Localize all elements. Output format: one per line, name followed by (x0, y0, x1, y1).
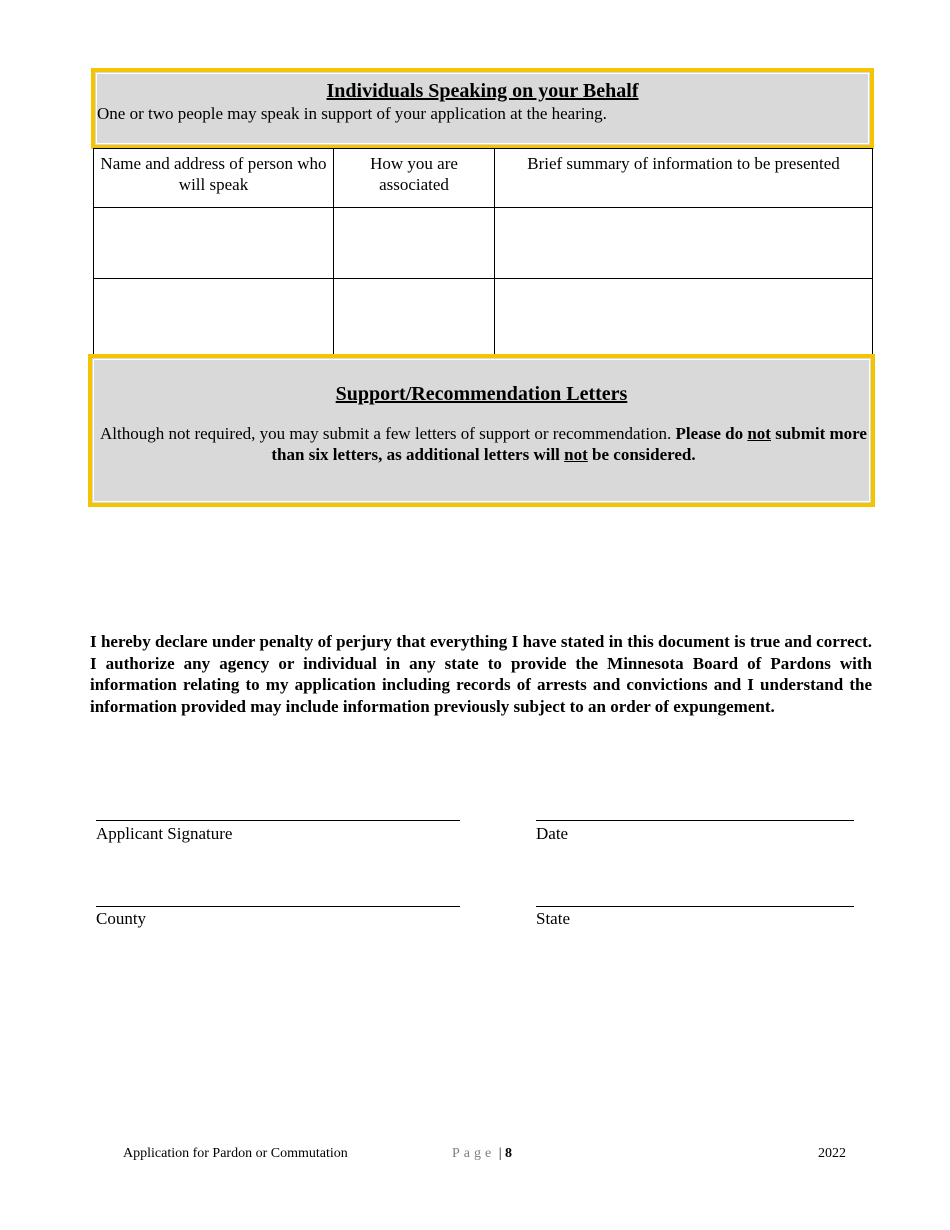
applicant-signature-line[interactable] (96, 820, 460, 821)
footer-page-separator: | (495, 1146, 506, 1161)
letters-bold-3: be considered. (587, 445, 696, 464)
column-header-summary: Brief summary of information to be presented (495, 149, 873, 208)
table-row (94, 279, 873, 358)
speakers-title: Individuals Speaking on your Behalf (326, 80, 639, 102)
speaker-2-summary-cell[interactable] (495, 279, 873, 358)
speakers-header-box (91, 68, 874, 149)
letters-bold-1: Please do (675, 424, 748, 443)
speaker-1-name-cell[interactable] (94, 208, 334, 279)
column-header-name-address: Name and address of person who will speak (94, 149, 334, 208)
speaker-1-association-cell[interactable] (334, 208, 495, 279)
speaker-2-name-cell[interactable] (94, 279, 334, 358)
footer-page-number (452, 1146, 512, 1162)
letters-not-2: not (564, 445, 588, 464)
county-label: County (96, 909, 147, 928)
applicant-signature-label: Applicant Signature (96, 824, 233, 843)
footer-page-word: Page (452, 1146, 496, 1161)
speaker-2-association-cell[interactable] (334, 279, 495, 358)
footer-page-value: 8 (505, 1146, 513, 1161)
county-line[interactable] (96, 906, 460, 907)
speaker-1-summary-cell[interactable] (495, 208, 873, 279)
date-line[interactable] (536, 820, 854, 821)
speakers-subtitle: One or two people may speak in support of your application at the hearing. (97, 104, 607, 123)
table-header-row (94, 149, 873, 208)
letters-title: Support/Recommendation Letters (335, 383, 628, 405)
state-label: State (536, 909, 570, 928)
letters-not-1: not (747, 424, 771, 443)
letters-box (88, 354, 875, 507)
letters-intro: Although not required, you may submit a few letters of support or recommendation. (100, 424, 676, 443)
speakers-table (93, 148, 873, 358)
perjury-declaration: I hereby declare under penalty of perjury that everything I have stated in this document is true and correct. I authorize any agency or individual in any state to provide the Minnesota Board of Pardons with information relating to my application including records of arrests and convictions and I understand the information provided may include information previously subject to an order of expungement. (90, 632, 872, 716)
column-header-association: How you are associated (334, 149, 495, 208)
letters-bold-2: submit more than six letters, as additional letters will (271, 424, 867, 464)
footer-doc-title: Application for Pardon or Commutation (123, 1146, 348, 1161)
letters-text (100, 423, 867, 465)
footer-year: 2022 (818, 1146, 846, 1161)
table-row (94, 208, 873, 279)
state-line[interactable] (536, 906, 854, 907)
date-label: Date (536, 824, 569, 843)
